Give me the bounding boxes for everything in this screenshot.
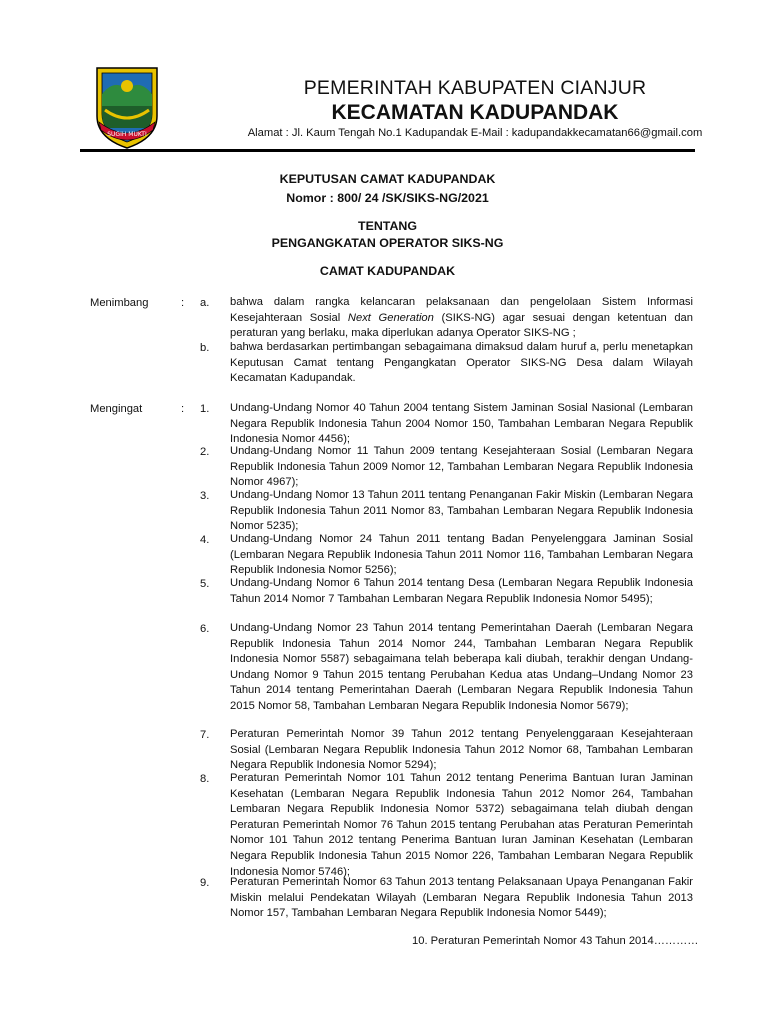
menimbang-item-b: bahwa berdasarkan pertimbangan sebagaimana dimaksud dalam huruf a, perlu menetapkan Keputusan Camat tentang Pengangkatan Operator SIKS-NG Desa dalam Wilayah Kecamatan Kadupandak. xyxy=(230,341,693,385)
mengingat-item-4: Undang-Undang Nomor 24 Tahun 2011 tentang Badan Penyelenggara Jaminan Sosial (Lembaran Negara Republik Indonesia Tahun 2011 Nomor 116, Tambahan Lembaran Negara Republik Indonesia Nomor 5256); xyxy=(230,533,693,577)
mengingat-item-marker: 5. xyxy=(200,578,210,590)
mengingat-item-marker: 3. xyxy=(200,490,210,502)
mengingat-item-3: Undang-Undang Nomor 13 Tahun 2011 tentang Penanganan Fakir Miskin (Lembaran Negara Republik Indonesia Tahun 2011 Nomor 83, Tambahan Lembaran Negara Republik Indonesia Nomor 5235); xyxy=(230,489,693,533)
letterhead-district: KECAMATAN KADUPANDAK xyxy=(331,101,619,124)
mengingat-item-marker: 4. xyxy=(200,534,210,546)
menimbang-item-marker: a. xyxy=(200,297,210,309)
mengingat-colon: : xyxy=(181,403,185,415)
mengingat-item-marker: 9. xyxy=(200,877,210,889)
kabupaten-cianjur-logo xyxy=(91,64,163,150)
mengingat-item-marker: 6. xyxy=(200,623,210,635)
letterhead-government: PEMERINTAH KABUPATEN CIANJUR xyxy=(303,77,647,99)
menimbang-label: Menimbang xyxy=(90,297,149,309)
menimbang-item-a: bahwa dalam rangka kelancaran pelaksanaan dan pengelolaan Sistem Informasi Kesejahteraan Sosial Next Generation (SIKS-NG) agar sesuai dengan ketentuan dan peraturan yang berlaku, maka diperlukan adanya Operator SIKS-NG ; xyxy=(230,296,693,340)
mengingat-item-1: Undang-Undang Nomor 40 Tahun 2004 tentang Sistem Jaminan Sosial Nasional (Lembaran Negara Republik Indonesia Tahun 2004 Nomor 150, Tambahan Lembaran Negara Republik Indonesia Nomor 4456); xyxy=(230,402,693,446)
mengingat-item-marker: 1. xyxy=(200,403,210,415)
mengingat-label: Mengingat xyxy=(90,403,143,415)
mengingat-item-2: Undang-Undang Nomor 11 Tahun 2009 tentang Kesejahteraan Sosial (Lembaran Negara Republik Indonesia Tahun 2009 Nomor 12, Tambahan Lembaran Negara Republik Indonesia Nomor 4967); xyxy=(230,445,693,489)
menimbang-item-marker: b. xyxy=(200,342,210,354)
letterhead-address: Alamat : Jl. Kaum Tengah No.1 Kadupandak E-Mail : kadupandakkecamatan66@gmail.com xyxy=(247,127,703,139)
letterhead-divider xyxy=(80,149,695,152)
mengingat-item-marker: 2. xyxy=(200,446,210,458)
decree-title: KEPUTUSAN CAMAT KADUPANDAK xyxy=(279,172,496,186)
mengingat-item-9: Peraturan Pemerintah Nomor 63 Tahun 2013 tentang Pelaksanaan Upaya Penanganan Fakir Miskin melalui Pendekatan Wilayah (Lembaran Negara Republik Indonesia Tahun 2013 Nomor 157, Tambahan Lembaran Negara Republik Indonesia Nomor 5449); xyxy=(230,876,693,920)
mengingat-item-6: Undang-Undang Nomor 23 Tahun 2014 tentang Pemerintahan Daerah (Lembaran Negara Republik Indonesia Tahun 2014 Nomor 244, Tambahan Lembaran Negara Republik Indonesia Nomor 5587) sebagaimana telah beberapa kali diubah, terakhir dengan Undang- Undang Nomor 9 Tahun 2015 tentang Perubahan Kedua atas Undang–Undang Nomor 23 Tahun 2014 tentang Pemerintahan Daerah (Lembaran Negara Republik Indonesia Tahun 2015 Nomor 58, Tambahan Lembaran Negara Republik Indonesia Nomor 5679); xyxy=(230,622,693,712)
mengingat-item-5: Undang-Undang Nomor 6 Tahun 2014 tentang Desa (Lembaran Negara Republik Indonesia Tahun 2014 Nomor 7 Tambahan Lembaran Negara Republik Indonesia Nomor 5495); xyxy=(230,577,693,605)
logo-motto: SUGIH MUKTI xyxy=(107,131,147,138)
menimbang-colon: : xyxy=(181,297,185,309)
decree-subject: PENGANGKATAN OPERATOR SIKS-NG xyxy=(271,236,504,250)
decree-official: CAMAT KADUPANDAK xyxy=(319,264,456,278)
mengingat-item-marker: 7. xyxy=(200,729,210,741)
decree-number: Nomor : 800/ 24 /SK/SIKS-NG/2021 xyxy=(286,191,489,205)
mengingat-item-8: Peraturan Pemerintah Nomor 101 Tahun 2012 tentang Penerima Bantuan Iuran Jaminan Kesehatan (Lembaran Negara Republik Indonesia Tahun 2012 Nomor 264, Tambahan Lembaran Negara Republik Indonesia Nomor 5372) sebagaimana telah diubah dengan Peraturan Pemerintah Nomor 76 Tahun 2015 tentang Perubahan atas Peraturan Pemerintah Nomor 101 Tahun 2012 tentang Penerima Bantuan Iuran Jaminan Kesehatan (Lembaran Negara Republik Indonesia Tahun 2015 Nomor 226, Tambahan Lembaran Negara Republik Indonesia Nomor 5746); xyxy=(230,772,693,878)
mengingat-item-7: Peraturan Pemerintah Nomor 39 Tahun 2012 tentang Penyelenggaraan Kesejahteraan Sosial (Lembaran Negara Republik Indonesia Tahun 2012 Nomor 68, Tambahan Lembaran Negara Republik Indonesia Nomor 5294); xyxy=(230,728,693,772)
decree-about: TENTANG xyxy=(358,219,417,233)
page-continuation: 10. Peraturan Pemerintah Nomor 43 Tahun 2014………… xyxy=(412,935,699,947)
mengingat-item-marker: 8. xyxy=(200,773,210,785)
